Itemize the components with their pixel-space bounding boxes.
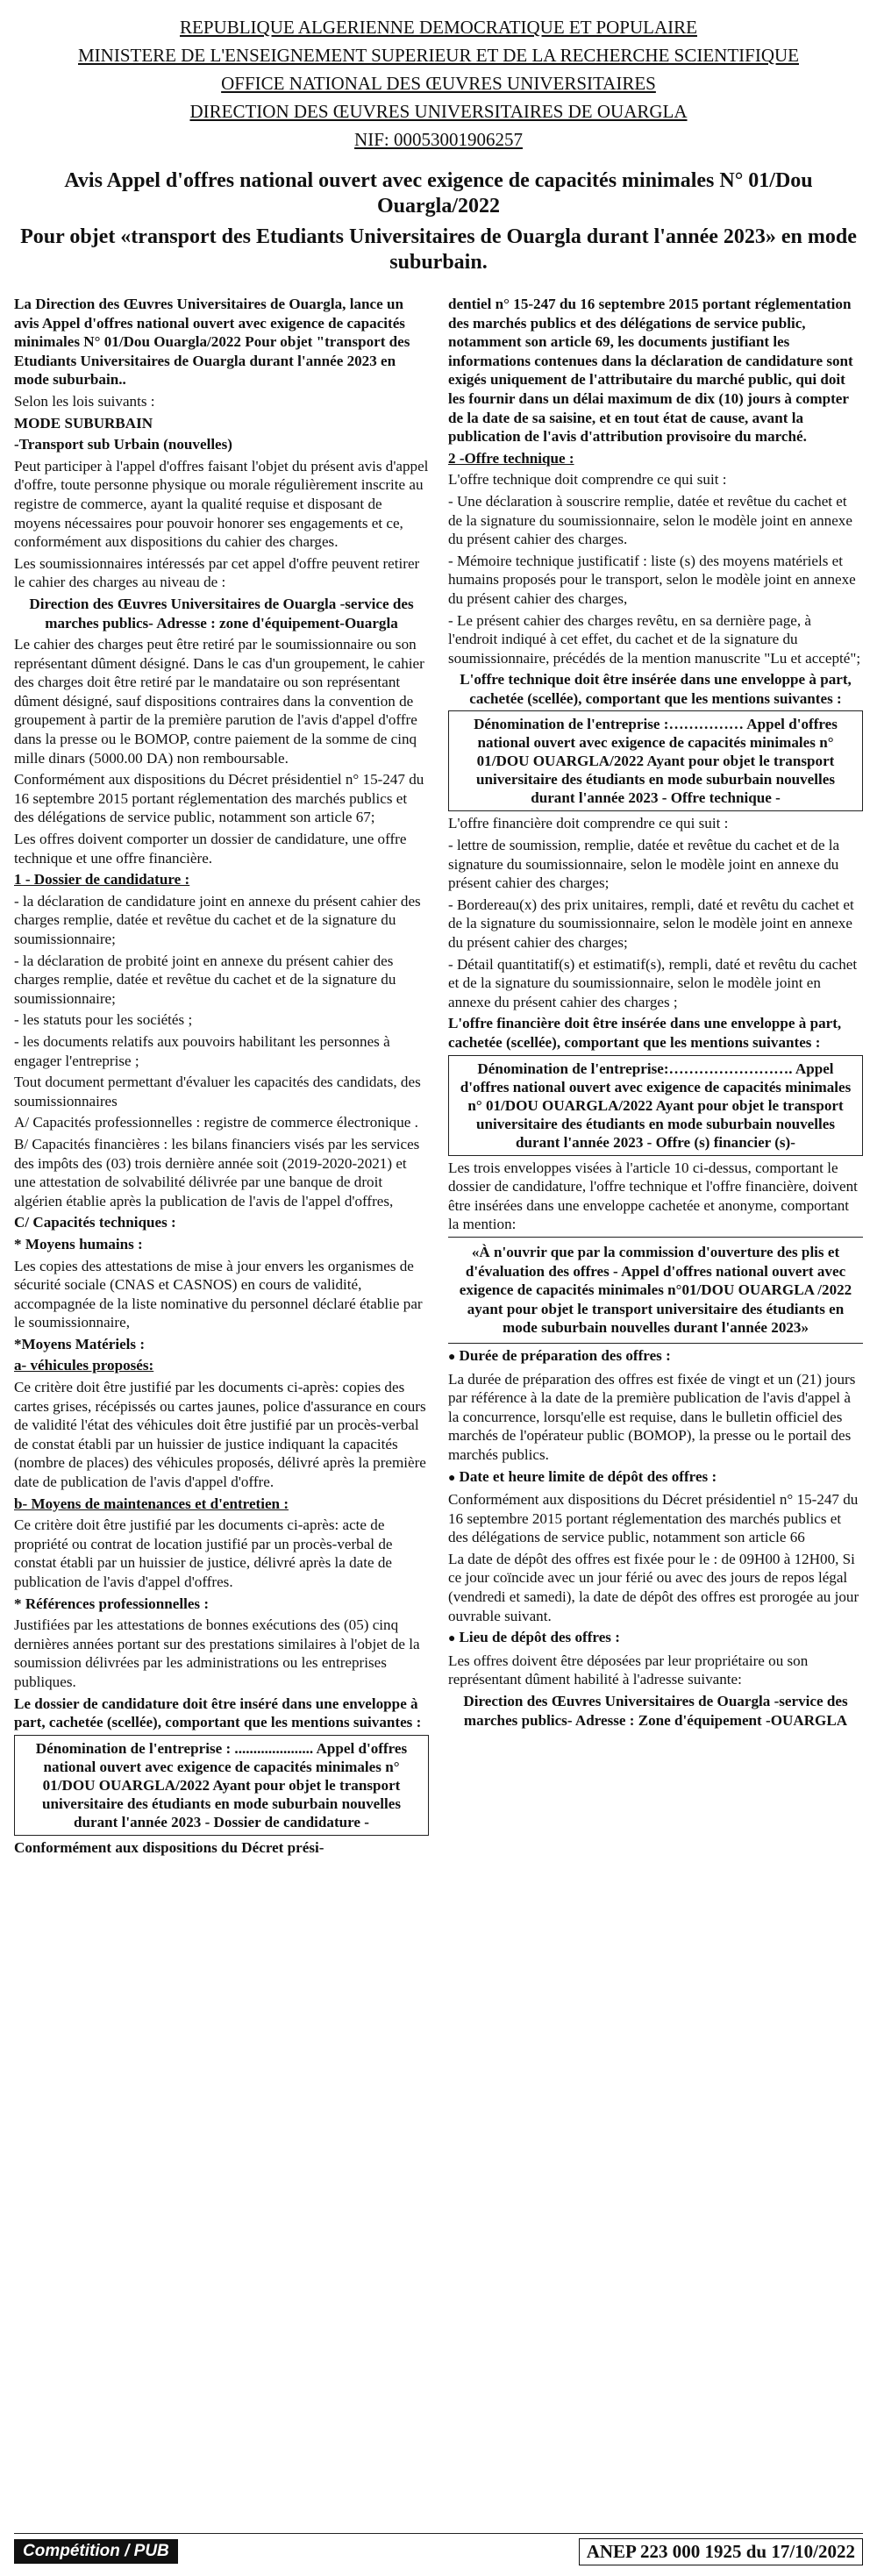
paragraph: Le dossier de candidature doit être inséré dans une enveloppe à part, cachetée (scellée), comportant que les mentions suivantes : — [14, 1695, 422, 1731]
envelope-label-box: Dénomination de l'entreprise : ..................... Appel d'offres national ouvert avec exigence de capacités minimales n° 01/DOU OUARGLA/2022 Ayant pour objet le transport universitaire des étudiants en mode suburbain nouvelles durant l'année 2023 - Dossier de candidature - — [14, 1735, 429, 1836]
paragraph: Les offres doivent être déposées par leur propriétaire ou son représentant dûment habilité à l'adresse suivante: — [448, 1652, 809, 1688]
paragraph: Les copies des attestations de mise à jour envers les organismes de sécurité sociale (CNAS et CASNOS) en cours de validité, accompagnée de la liste nominative du personnel déclaré établie par le soumissionnaire, — [14, 1257, 423, 1331]
paragraph: Direction des Œuvres Universitaires de Ouargla -service des marches publics- Adresse : zone d'équipement-Ouargla — [29, 595, 414, 632]
body-columns — [14, 295, 863, 2514]
paragraph: Conformément aux dispositions du Décret présidentiel n° 15-247 du 16 septembre 2015 portant réglementation des marchés publics et des délégations de service public, notamment son article 67; — [14, 771, 424, 826]
section-heading: ● Durée de préparation des offres : — [448, 1346, 863, 1367]
envelope-label-box: Dénomination de l'entreprise :…………… Appel d'offres national ouvert avec exigence de capacités minimales n° 01/DOU OUARGLA/2022 Ayant pour objet le transport universitaire des étudiants en mode suburbain nouvelles durant l'année 2023 - Offre technique - — [448, 710, 863, 811]
header-ministry: MINISTERE DE L'ENSEIGNEMENT SUPERIEUR ET DE LA RECHERCHE SCIENTIFIQUE — [78, 45, 799, 66]
paragraph: L'offre technique doit comprendre ce qui suit : — [448, 471, 727, 489]
paragraph: * Moyens humains : — [14, 1235, 143, 1252]
right-column — [448, 295, 863, 2514]
paragraph: Ce critère doit être justifié par les documents ci-après: acte de propriété ou contrat de location justifié par un procès-verbal de constat établi par un huissier de justice, délivré après la date de publication de l'avis d'appel d'offres. — [14, 1516, 393, 1590]
section-heading: ● Date et heure limite de dépôt des offres : — [448, 1467, 863, 1488]
footer-section-label: Compétition / PUB — [14, 2539, 178, 2564]
paragraph: Selon les lois suivants : — [14, 392, 155, 410]
footer — [14, 2533, 863, 2565]
paragraph: Conformément aux dispositions du Décret prési- — [14, 1838, 324, 1856]
envelope-label-box: Dénomination de l'entreprise:……………………. Appel d'offres national ouvert avec exigence de capacités minimales n° 01/DOU OUARGLA/2022 Ayant pour objet le transport universitaire des étudiants en mode suburbain nouvelles durant l'année 2023 - Offre (s) financier (s)- — [448, 1055, 863, 1156]
paragraph: La date de dépôt des offres est fixée pour le : de 09H00 à 12H00, Si ce jour coïncide avec un jour férié ou avec des jours de repos légal (vendredi et samedi), la date de dépôt des offres est prorogée au jour ouvrable suivant. — [448, 1550, 859, 1624]
paragraph: *Moyens Matériels : — [14, 1335, 146, 1352]
paragraph: - Détail quantitatif(s) et estimatif(s), rempli, daté et revêtu du cachet et de la signature du soumissionnaire, selon le modèle joint en annexe du présent cahier des charges ; — [448, 955, 858, 1010]
paragraph: - la déclaration de probité joint en annexe du présent cahier des charges remplie, datée et revêtue du cachet et de la signature du soumissionnaire; — [14, 952, 396, 1007]
section-heading: ● Lieu de dépôt des offres : — [448, 1628, 863, 1649]
paragraph: Les offres doivent comporter un dossier de candidature, une offre technique et une offre financière. — [14, 831, 407, 867]
paragraph: - les documents relatifs aux pouvoirs habilitant les personnes à engager l'entreprise ; — [14, 1032, 390, 1069]
notice-title: Avis Appel d'offres national ouvert avec exigence de capacités minimales N° 01/Dou Ouargla/2022 — [64, 169, 813, 218]
paragraph: - Mémoire technique justificatif : liste (s) des moyens matériels et humains proposés pour le transport, selon le modèle joint en annexe du présent cahier des charges, — [448, 552, 856, 607]
paragraph: -Transport sub Urbain (nouvelles) — [14, 436, 232, 453]
paragraph: 1 - Dossier de candidature : — [14, 871, 190, 888]
paragraph: - la déclaration de candidature joint en annexe du présent cahier des charges remplie, datée et revêtue du cachet et de la signature du soumissionnaire; — [14, 892, 421, 947]
header-republic: REPUBLIQUE ALGERIENNE DEMOCRATIQUE ET POPULAIRE — [180, 17, 697, 38]
paragraph: - Une déclaration à souscrire remplie, datée et revêtue du cachet et de la signature du soumissionnaire, selon le modèle joint en annexe du présent cahier des charges. — [448, 492, 852, 548]
paragraph: L'offre financière doit être insérée dans une enveloppe à part, cachetée (scellée), comportant que les mentions suivantes : — [448, 1015, 842, 1051]
header-nif: NIF: 00053001906257 — [354, 129, 523, 150]
paragraph: Peut participer à l'appel d'offres faisant l'objet du présent avis d'appel d'offre, toute personne physique ou morale régulièrement inscrite au registre de commerce, ayant la qualité requise et disposant de moyens nécessaires pour pouvoir honorer ses engagements et ce, conformément aux dispositions du cahier des charges. — [14, 457, 429, 551]
paragraph: Direction des Œuvres Universitaires de Ouargla -service des marches publics- Adresse : Zone d'équipement -OUARGLA — [463, 1693, 848, 1729]
paragraph: Les trois enveloppes visées à l'article 10 ci-dessus, comportant le dossier de candidature, l'offre technique et l'offre financière, doivent être insérées dans une enveloppe cachetée et anonyme, comportant la mention: — [448, 1159, 858, 1233]
paragraph: L'offre financière doit comprendre ce qui suit : — [448, 815, 729, 832]
paragraph: B/ Capacités financières : les bilans financiers visés par les services des impôts des (03) trois dernière année soit (2019-2020-2021) et une attestation de solvabilité délivrée par une banque de droit algérien établie après la publication de l'avis de l'appel d'offres, — [14, 1135, 420, 1210]
footer-anep-reference: ANEP 223 000 1925 du 17/10/2022 — [579, 2538, 863, 2565]
paragraph: Ce critère doit être justifié par les documents ci-après: copies des cartes grises, récépissés ou cartes jaunes, police d'assurance en cours de validité l'état des véhicules doit être justifié par un procès-verbal de constat établi par un huissier de justice indiquant la capacités (nombre de places) des véhicules proposés, délivré après la première date de publication de l'avis d'appel d'offre. — [14, 1379, 426, 1491]
header — [14, 14, 863, 153]
left-column — [14, 295, 429, 2514]
paragraph: dentiel n° 15-247 du 16 septembre 2015 portant réglementation des marchés publics et des délégations de service public, notamment son article 69, les documents justifiant les informations contenues dans la déclaration de candidature sont exigés uniquement de l'attributaire du marché public, qui doit les fournir dans un délai maximum de dix (10) jours à compter de la date de sa saisine, et en tout état de cause, avant la publication de l'avis d'attribution provisoire du marché. — [448, 296, 853, 446]
paragraph: A/ Capacités professionnelles : registre de commerce électronique . — [14, 1114, 418, 1131]
paragraph: Conformément aux dispositions du Décret présidentiel n° 15-247 du 16 septembre 2015 portant réglementation des marchés publics et des délégations de service public, notamment son article 66 — [448, 1491, 859, 1546]
paragraph: Justifiées par les attestations de bonnes exécutions des (05) cinq dernières années portant sur des prestations similaires à l'objet de la soumission délivrées par les administrations ou les entreprises publiques. — [14, 1616, 420, 1690]
envelope-mention: «À n'ouvrir que par la commission d'ouverture des plis et d'évaluation des offres - Appel d'offres national ouvert avec exigence de capacités minimales n°01/DOU OUARGLA /2022 ayant pour objet le transport universitaire des étudiants en mode suburbain nouvelles durant l'année 2023» — [448, 1237, 863, 1344]
paragraph: La Direction des Œuvres Universitaires de Ouargla, lance un avis Appel d'offres national ouvert avec exigence de capacités minimales N° 01/Dou Ouargla/2022 Pour objet "transport des Etudiants Universitaires de Ouargla durant l'année 2023 en mode suburbain.. — [14, 296, 410, 389]
paragraph: L'offre technique doit être insérée dans une enveloppe à part, cachetée (scellée), comportant que les mentions suivantes : — [460, 671, 852, 707]
paragraph: 2 -Offre technique : — [448, 449, 574, 467]
paragraph: - Le présent cahier des charges revêtu, en sa dernière page, à l'endroit indiqué à cet effet, du cachet et de la signature du soumissionnaire, précédés de la mention manuscrite "Lu et accepté"; — [448, 611, 861, 667]
paragraph: - lettre de soumission, remplie, datée et revêtue du cachet et de la signature du soumissionnaire, selon le modèle joint en annexe du présent cahier des charges; — [448, 837, 840, 892]
header-direction: DIRECTION DES ŒUVRES UNIVERSITAIRES DE OUARGLA — [189, 101, 688, 122]
paragraph: * Références professionnelles : — [14, 1595, 210, 1612]
paragraph: La durée de préparation des offres est fixée de vingt et un (21) jours par référence à la date de la première publication de l'avis d'appel à la concurrence, lorsqu'elle est requise, dans le bulletin officiel des marchés de l'opérateur public (BOMOP), la presse ou le portail des marchés publics. — [448, 1370, 856, 1463]
paragraph: MODE SUBURBAIN — [14, 414, 153, 432]
paragraph: Le cahier des charges peut être retiré par le soumissionnaire ou son représentant dûment désigné. Dans le cas d'un groupement, le cahier des charges doit être retiré par le mandataire ou son représentant dûment désigné, sauf dispositions contraires dans la convention de groupement à partir de la première parution de l'avis d'appel d'offre dans la presse ou le BOMOP, contre paiement de la somme de cinq mille dinars (5000.00 DA) non remboursable. — [14, 636, 424, 767]
paragraph: C/ Capacités techniques : — [14, 1214, 176, 1231]
paragraph: - les statuts pour les sociétés ; — [14, 1011, 193, 1029]
notice-subtitle: Pour objet «transport des Etudiants Universitaires de Ouargla durant l'année 2023» en mode suburbain. — [20, 225, 857, 274]
header-office: OFFICE NATIONAL DES ŒUVRES UNIVERSITAIRES — [221, 73, 656, 94]
paragraph: - Bordereau(x) des prix unitaires, rempli, daté et revêtu du cachet et de la signature du soumissionnaire, selon le modèle joint en annexe du présent cahier des charges; — [448, 896, 854, 952]
paragraph: b- Moyens de maintenances et d'entretien : — [14, 1495, 289, 1512]
paragraph: Tout document permettant d'évaluer les capacités des candidats, des soumissionnaires — [14, 1074, 421, 1110]
paragraph: Les soumissionnaires intéressés par cet appel d'offre peuvent retirer le cahier des charges au niveau de : — [14, 554, 420, 591]
paragraph: a- véhicules proposés: — [14, 1357, 154, 1374]
